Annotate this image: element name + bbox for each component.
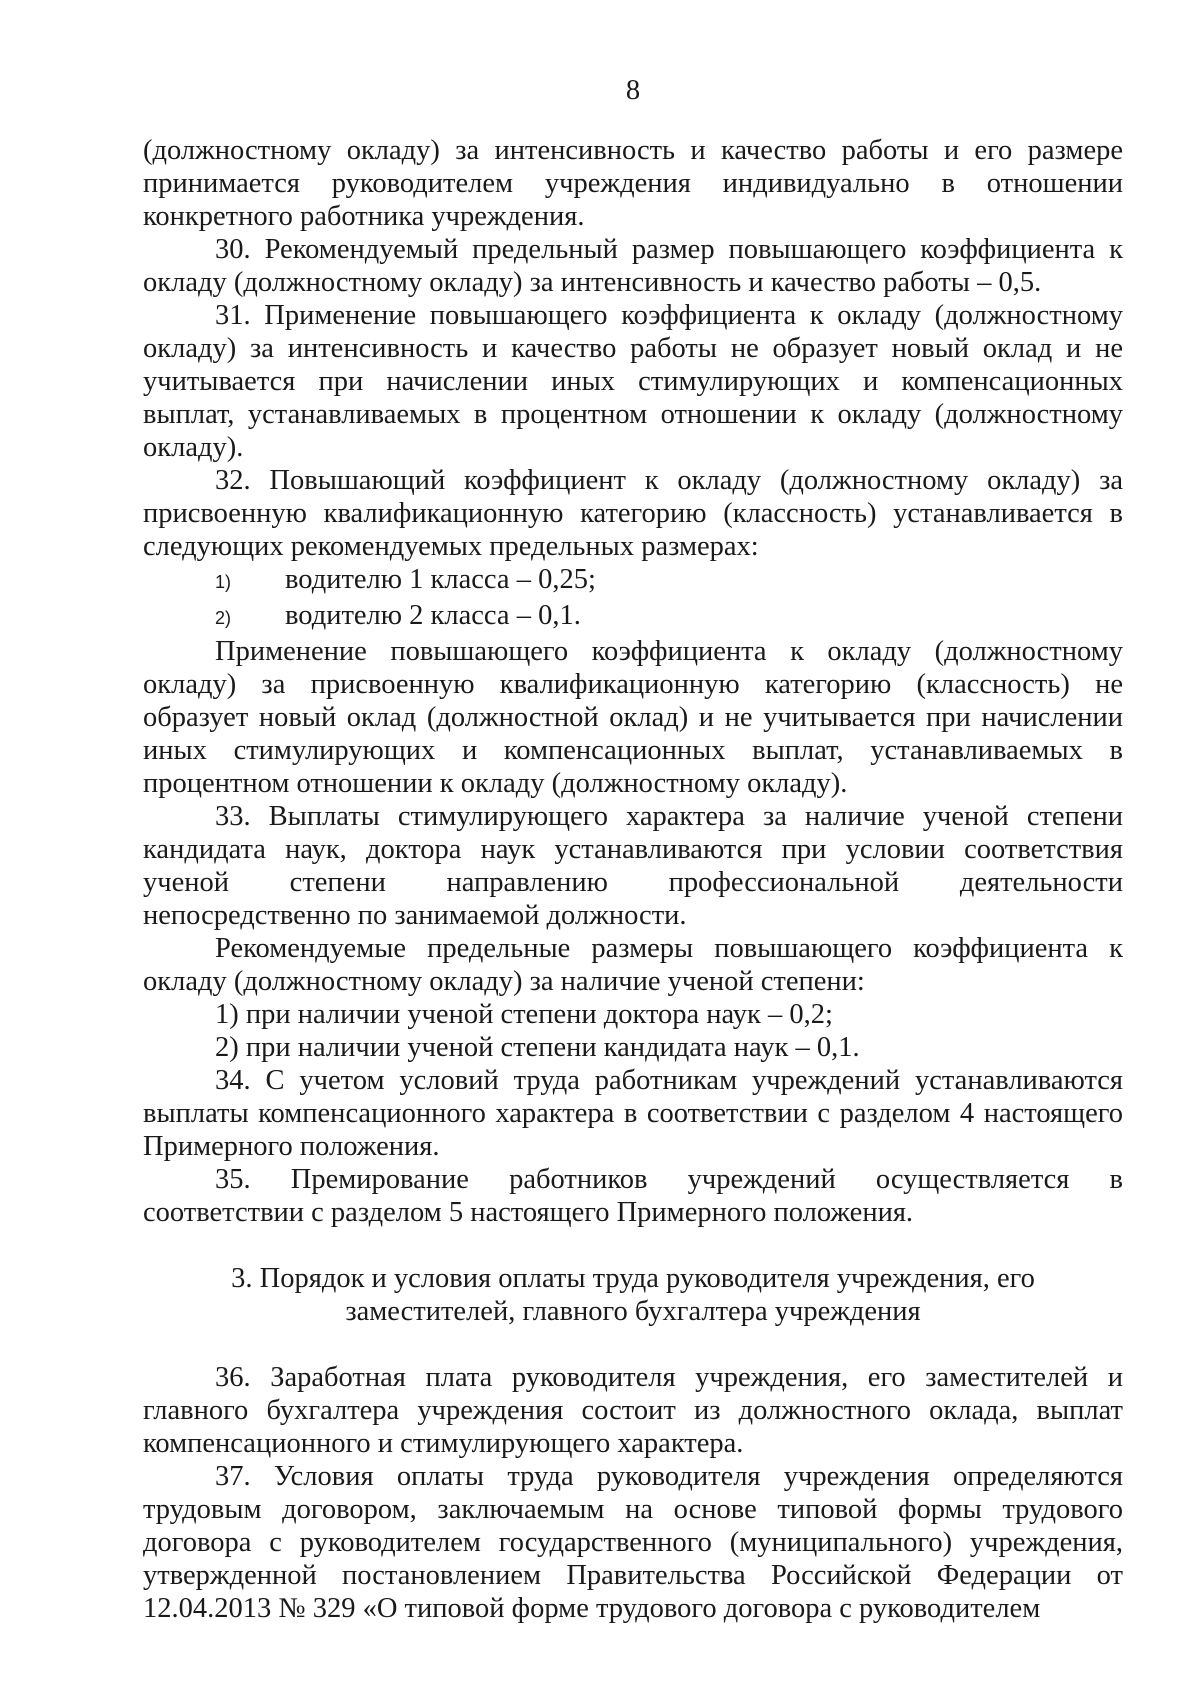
page-number: 8 [625, 75, 641, 106]
list-text: водителю 2 класса – 0,1. [285, 600, 581, 631]
paragraph-30: 30. Рекомендуемый предельный размер повышающего коэффициента к окладу (должностному окладу) за интенсивность и качество работы – 0,5. [143, 234, 1123, 298]
paragraph-33: 33. Выплаты стимулирующего характера за наличие ученой степени кандидата наук, доктора наук устанавливаются при условии соответствия ученой степени направлению профессиональной деятельности непосредственно по занимаемой должности. [143, 801, 1123, 931]
paragraph-34: 34. С учетом условий труда работникам учреждений устанавливаются выплаты компенсационного характера в соответствии с разделом 4 настоящего Примерного положения. [143, 1065, 1123, 1162]
paragraph-32: 32. Повышающий коэффициент к окладу (должностному окладу) за присвоенную квалификационную категорию (классность) устанавливается в следующих рекомендуемых предельных размерах: [143, 465, 1123, 562]
list-number: 1) [215, 572, 232, 592]
section-3-heading [143, 1262, 1123, 1328]
list-item-2 [143, 599, 1123, 635]
paragraph-36: 36. Заработная плата руководителя учреждения, его заместителей и главного бухгалтера учреждения состоит из должностного оклада, выплат компенсационного и стимулирующего характера. [143, 1362, 1123, 1459]
paragraph-continuation: (должностному окладу) за интенсивность и качество работы и его размере принимается руководителем учреждения индивидуально в отношении конкретного работника учреждения. [143, 135, 1123, 232]
list-item-1 [143, 563, 1123, 599]
section-3-heading-line-1: 3. Порядок и условия оплаты труда руководителя учреждения, его [231, 1263, 1035, 1294]
section-3-heading-line-2: заместителей, главного бухгалтера учреждения [345, 1296, 921, 1327]
paragraph-31: 31. Применение повышающего коэффициента к окладу (должностному окладу) за интенсивность и качество работы не образует новый оклад и не учитывается при начислении иных стимулирующих и компенсационных выплат, устанавливаемых в процентном отношении к окладу (должностному окладу). [143, 300, 1123, 463]
document-body [143, 134, 1123, 1625]
list-number: 2) [215, 608, 232, 628]
paragraph-35: 35. Премирование работников учреждений осуществляется в соответствии с разделом 5 настоящего Примерного положения. [143, 1164, 1123, 1228]
list-text: водителю 1 класса – 0,25; [285, 564, 596, 595]
paragraph-33-note: Рекомендуемые предельные размеры повышающего коэффициента к окладу (должностному окладу) за наличие ученой степени: [143, 933, 1123, 997]
paragraph-33-item-2: 2) при наличии ученой степени кандидата наук – 0,1. [215, 1032, 860, 1063]
paragraph-37: 37. Условия оплаты труда руководителя учреждения определяются трудовым договором, заключаемым на основе типовой формы трудового договора с руководителем государственного (муниципального) учреждения, утвержденной постановлением Правительства Российской Федерации от 12.04.2013 № 329 «О типовой форме трудового договора с руководителем [143, 1461, 1123, 1624]
paragraph-32-note: Применение повышающего коэффициента к окладу (должностному окладу) за присвоенную квалификационную категорию (классность) не образует новый оклад (должностной оклад) и не учитывается при начислении иных стимулирующих и компенсационных выплат, устанавливаемых в процентном отношении к окладу (должностному окладу). [143, 636, 1123, 799]
paragraph-33-item-1: 1) при наличии ученой степени доктора наук – 0,2; [215, 999, 833, 1030]
